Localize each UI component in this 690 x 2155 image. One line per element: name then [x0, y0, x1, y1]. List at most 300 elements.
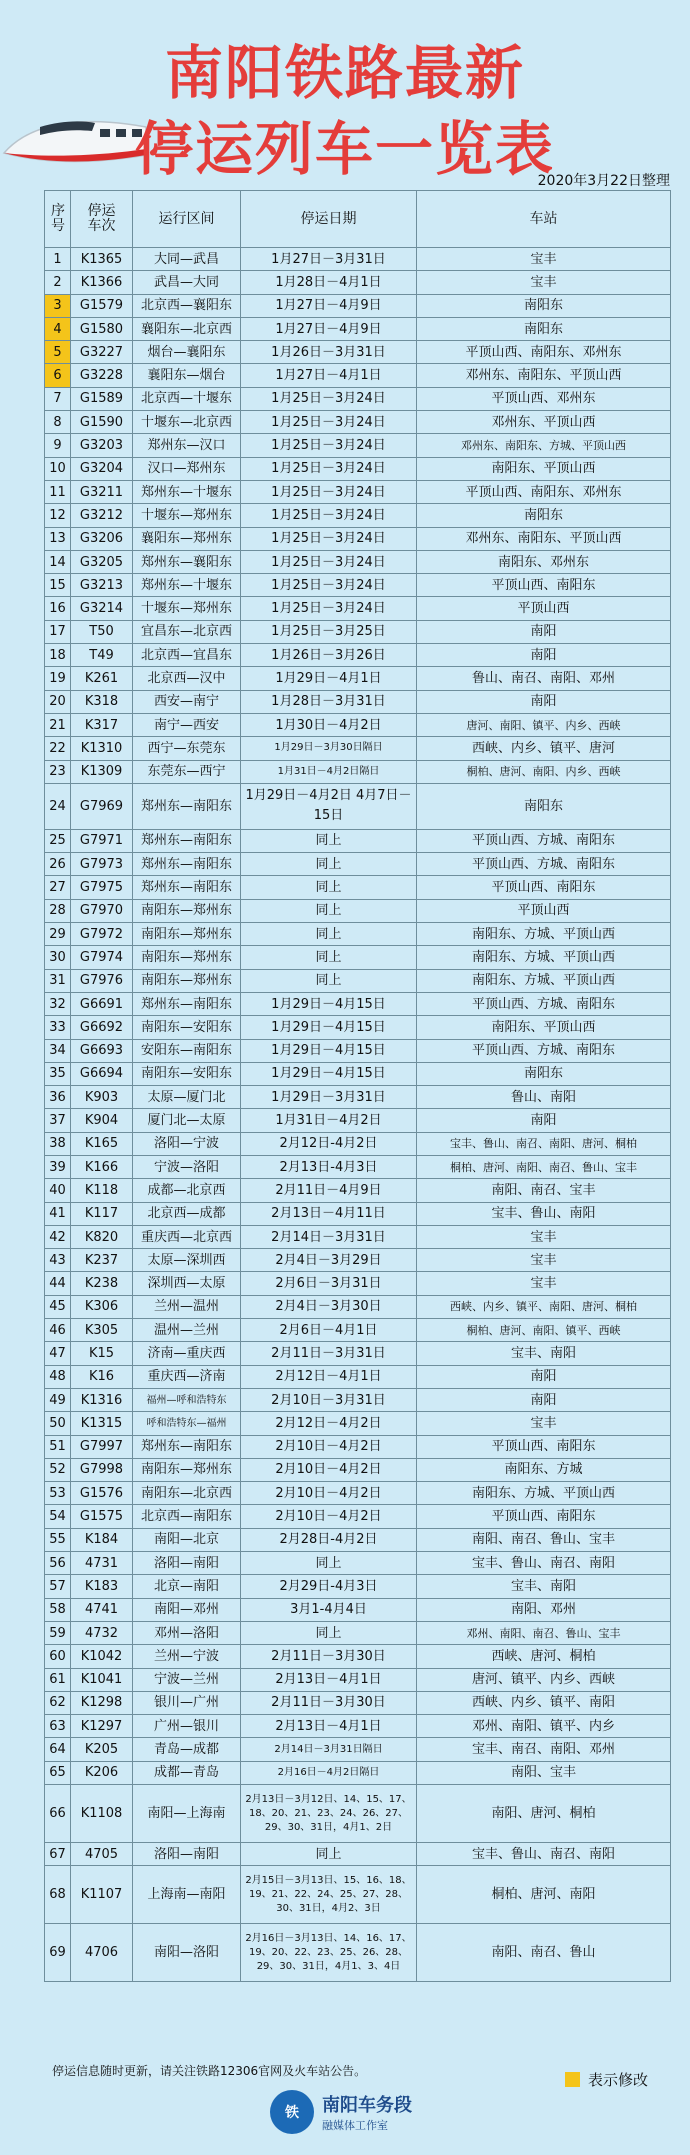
cell-route: 西宁—东莞东 — [133, 737, 241, 760]
table-row — [45, 644, 671, 667]
cell-date: 1月30日－4月2日 — [241, 713, 417, 736]
table-row — [45, 946, 671, 969]
table-row — [45, 1249, 671, 1272]
cell-route: 南阳东—安阳东 — [133, 1062, 241, 1085]
cell-station: 南阳东、平顶山西 — [417, 457, 671, 480]
cell-date: 2月6日－3月31日 — [241, 1272, 417, 1295]
cell-route: 呼和浩特东—福州 — [133, 1412, 241, 1435]
table-row — [45, 1016, 671, 1039]
cell-no: 23 — [45, 760, 71, 783]
suspended-trains-table — [44, 190, 671, 1982]
table-row — [45, 341, 671, 364]
table-body — [45, 248, 671, 1982]
table-row — [45, 1843, 671, 1866]
cell-date: 1月26日－3月26日 — [241, 644, 417, 667]
cell-station: 邓州东、南阳东、平顶山西 — [417, 364, 671, 387]
cell-date: 2月14日－3月31日 — [241, 1225, 417, 1248]
table-row — [45, 271, 671, 294]
cell-train: 4731 — [71, 1552, 133, 1575]
cell-station: 宝丰、鲁山、南召、南阳 — [417, 1552, 671, 1575]
cell-station: 南阳东 — [417, 1062, 671, 1085]
cell-train: K1309 — [71, 760, 133, 783]
header-route: 运行区间 — [133, 191, 241, 248]
cell-no: 8 — [45, 411, 71, 434]
cell-no: 58 — [45, 1598, 71, 1621]
cell-route: 兰州—温州 — [133, 1295, 241, 1318]
cell-train: G7976 — [71, 969, 133, 992]
cell-no: 48 — [45, 1365, 71, 1388]
cell-date: 2月12日－4月2日 — [241, 1412, 417, 1435]
cell-train: K820 — [71, 1225, 133, 1248]
cell-station: 宝丰、南阳 — [417, 1575, 671, 1598]
table-row — [45, 574, 671, 597]
cell-station: 宝丰 — [417, 271, 671, 294]
cell-no: 53 — [45, 1482, 71, 1505]
cell-route: 太原—厦门北 — [133, 1086, 241, 1109]
table-row — [45, 1109, 671, 1132]
cell-train: G7972 — [71, 923, 133, 946]
logo-name: 南阳车务段 — [322, 2095, 412, 2116]
cell-station: 南阳、宝丰 — [417, 1761, 671, 1784]
table-row — [45, 1458, 671, 1481]
cell-train: K1042 — [71, 1645, 133, 1668]
cell-route: 福州—呼和浩特东 — [133, 1388, 241, 1411]
cell-route: 上海南—南阳 — [133, 1866, 241, 1924]
table-row — [45, 1691, 671, 1714]
cell-route: 南阳东—北京西 — [133, 1482, 241, 1505]
cell-train: K1041 — [71, 1668, 133, 1691]
cell-no: 69 — [45, 1924, 71, 1982]
cell-route: 郑州东—南阳东 — [133, 992, 241, 1015]
cell-no: 32 — [45, 992, 71, 1015]
cell-date: 2月10日－4月2日 — [241, 1435, 417, 1458]
cell-date: 同上 — [241, 853, 417, 876]
cell-station: 南阳东、平顶山西 — [417, 1016, 671, 1039]
cell-no: 40 — [45, 1179, 71, 1202]
cell-route: 襄阳东—郑州东 — [133, 527, 241, 550]
table-row — [45, 1295, 671, 1318]
cell-route: 北京—南阳 — [133, 1575, 241, 1598]
cell-route: 南阳—北京 — [133, 1528, 241, 1551]
cell-date: 1月29日－4月1日 — [241, 667, 417, 690]
cell-no: 59 — [45, 1621, 71, 1644]
cell-no: 18 — [45, 644, 71, 667]
cell-date: 1月25日－3月24日 — [241, 527, 417, 550]
table-row — [45, 713, 671, 736]
cell-date: 1月25日－3月24日 — [241, 550, 417, 573]
cell-route: 重庆西—济南 — [133, 1365, 241, 1388]
cell-train: G3211 — [71, 480, 133, 503]
cell-date: 1月25日－3月24日 — [241, 411, 417, 434]
cell-date: 1月25日－3月24日 — [241, 574, 417, 597]
cell-train: K238 — [71, 1272, 133, 1295]
cell-station: 西峡、内乡、镇平、唐河 — [417, 737, 671, 760]
table-row — [45, 1866, 671, 1924]
cell-date: 1月28日－3月31日 — [241, 690, 417, 713]
railway-logo-icon: 铁 — [270, 2090, 314, 2134]
cell-date: 2月4日－3月30日 — [241, 1295, 417, 1318]
cell-train: G6693 — [71, 1039, 133, 1062]
header — [0, 0, 690, 190]
table-header-row — [45, 191, 671, 248]
compile-date: 2020年3月22日整理 — [537, 173, 670, 189]
table-row — [45, 899, 671, 922]
cell-station: 宝丰 — [417, 1272, 671, 1295]
cell-station: 西峡、唐河、桐柏 — [417, 1645, 671, 1668]
table-row — [45, 690, 671, 713]
table-row — [45, 597, 671, 620]
cell-station: 桐柏、唐河、南阳 — [417, 1866, 671, 1924]
table-row — [45, 1388, 671, 1411]
cell-train: G3205 — [71, 550, 133, 573]
cell-date: 同上 — [241, 969, 417, 992]
cell-station: 桐柏、唐河、南阳、内乡、西峡 — [417, 760, 671, 783]
cell-station: 宝丰、南召、南阳、邓州 — [417, 1738, 671, 1761]
cell-station: 南阳、南召、宝丰 — [417, 1179, 671, 1202]
table-row — [45, 248, 671, 271]
table-row — [45, 1668, 671, 1691]
cell-date: 1月25日－3月25日 — [241, 620, 417, 643]
cell-date: 3月1-4月4日 — [241, 1598, 417, 1621]
table-row — [45, 294, 671, 317]
cell-station: 南阳、邓州 — [417, 1598, 671, 1621]
cell-station: 平顶山西 — [417, 597, 671, 620]
table-row — [45, 1155, 671, 1178]
cell-route: 洛阳—南阳 — [133, 1843, 241, 1866]
cell-date: 同上 — [241, 876, 417, 899]
cell-station: 宝丰、鲁山、南阳 — [417, 1202, 671, 1225]
cell-train: G1576 — [71, 1482, 133, 1505]
table-row — [45, 1225, 671, 1248]
header-station: 车站 — [417, 191, 671, 248]
table-row — [45, 1575, 671, 1598]
cell-station: 南阳东、方城、平顶山西 — [417, 923, 671, 946]
table-row — [45, 1365, 671, 1388]
cell-train: G3203 — [71, 434, 133, 457]
cell-route: 南阳东—郑州东 — [133, 899, 241, 922]
cell-route: 北京西—成都 — [133, 1202, 241, 1225]
cell-station: 宝丰 — [417, 248, 671, 271]
cell-date: 1月27日－4月9日 — [241, 317, 417, 340]
cell-date: 2月12日－4月1日 — [241, 1365, 417, 1388]
cell-no: 7 — [45, 387, 71, 410]
cell-route: 兰州—宁波 — [133, 1645, 241, 1668]
cell-no: 4 — [45, 317, 71, 340]
cell-route: 十堰东—郑州东 — [133, 504, 241, 527]
cell-no: 47 — [45, 1342, 71, 1365]
cell-date: 2月16日－4月2日隔日 — [241, 1761, 417, 1784]
cell-no: 19 — [45, 667, 71, 690]
cell-no: 46 — [45, 1319, 71, 1342]
cell-station: 南阳东、邓州东 — [417, 550, 671, 573]
cell-date: 2月16日－3月13日、14、16、17、19、20、22、23、25、26、28、29、30、31日，4月1、3、4日 — [241, 1924, 417, 1982]
table-row — [45, 760, 671, 783]
cell-train: K1297 — [71, 1715, 133, 1738]
cell-station: 南阳东 — [417, 294, 671, 317]
cell-date: 1月29日－4月15日 — [241, 1039, 417, 1062]
cell-station: 宝丰、鲁山、南召、南阳、唐河、桐柏 — [417, 1132, 671, 1155]
cell-route: 南宁—西安 — [133, 713, 241, 736]
table-row — [45, 1785, 671, 1843]
cell-no: 30 — [45, 946, 71, 969]
cell-train: K1108 — [71, 1785, 133, 1843]
cell-train: K1316 — [71, 1388, 133, 1411]
cell-route: 成都—北京西 — [133, 1179, 241, 1202]
table-row — [45, 737, 671, 760]
cell-route: 郑州东—南阳东 — [133, 829, 241, 852]
cell-route: 武昌—大同 — [133, 271, 241, 294]
cell-route: 成都—青岛 — [133, 1761, 241, 1784]
cell-no: 3 — [45, 294, 71, 317]
cell-train: K306 — [71, 1295, 133, 1318]
cell-no: 10 — [45, 457, 71, 480]
cell-no: 29 — [45, 923, 71, 946]
cell-station: 西峡、内乡、镇平、南阳 — [417, 1691, 671, 1714]
cell-date: 2月6日－4月1日 — [241, 1319, 417, 1342]
cell-no: 42 — [45, 1225, 71, 1248]
cell-date: 同上 — [241, 1621, 417, 1644]
cell-date: 1月29日－3月30日隔日 — [241, 737, 417, 760]
table-row — [45, 1086, 671, 1109]
cell-route: 郑州东—南阳东 — [133, 783, 241, 829]
cell-train: K305 — [71, 1319, 133, 1342]
cell-date: 1月27日－4月1日 — [241, 364, 417, 387]
table-row — [45, 504, 671, 527]
cell-no: 62 — [45, 1691, 71, 1714]
cell-no: 27 — [45, 876, 71, 899]
table-row — [45, 317, 671, 340]
cell-date: 2月10日－4月2日 — [241, 1458, 417, 1481]
cell-no: 22 — [45, 737, 71, 760]
table-row — [45, 923, 671, 946]
cell-date: 1月29日－4月15日 — [241, 992, 417, 1015]
cell-route: 南阳—上海南 — [133, 1785, 241, 1843]
cell-station: 平顶山西、南阳东、邓州东 — [417, 480, 671, 503]
cell-station: 平顶山西、邓州东 — [417, 387, 671, 410]
cell-train: G3206 — [71, 527, 133, 550]
cell-route: 烟台—襄阳东 — [133, 341, 241, 364]
cell-date: 2月11日－4月9日 — [241, 1179, 417, 1202]
table-row — [45, 411, 671, 434]
cell-train: K1315 — [71, 1412, 133, 1435]
cell-station: 唐河、南阳、镇平、内乡、西峡 — [417, 713, 671, 736]
cell-train: K16 — [71, 1365, 133, 1388]
cell-route: 宁波—兰州 — [133, 1668, 241, 1691]
cell-train: K166 — [71, 1155, 133, 1178]
cell-station: 桐柏、唐河、南阳、南召、鲁山、宝丰 — [417, 1155, 671, 1178]
cell-no: 33 — [45, 1016, 71, 1039]
cell-no: 17 — [45, 620, 71, 643]
cell-station: 邓州、南阳、镇平、内乡 — [417, 1715, 671, 1738]
cell-date: 2月4日－3月29日 — [241, 1249, 417, 1272]
cell-date: 1月29日－4月2日 4月7日－15日 — [241, 783, 417, 829]
cell-station: 南阳、唐河、桐柏 — [417, 1785, 671, 1843]
cell-no: 54 — [45, 1505, 71, 1528]
cell-train: K903 — [71, 1086, 133, 1109]
cell-date: 2月14日－3月31日隔日 — [241, 1738, 417, 1761]
cell-no: 39 — [45, 1155, 71, 1178]
cell-date: 1月25日－3月24日 — [241, 480, 417, 503]
cell-station: 宝丰 — [417, 1225, 671, 1248]
table-row — [45, 876, 671, 899]
cell-station: 平顶山西、南阳东 — [417, 1505, 671, 1528]
cell-route: 北京西—汉中 — [133, 667, 241, 690]
cell-train: K205 — [71, 1738, 133, 1761]
cell-train: K317 — [71, 713, 133, 736]
cell-train: K206 — [71, 1761, 133, 1784]
cell-no: 41 — [45, 1202, 71, 1225]
cell-date: 同上 — [241, 923, 417, 946]
cell-date: 2月10日－4月2日 — [241, 1482, 417, 1505]
cell-train: 4732 — [71, 1621, 133, 1644]
cell-train: G1580 — [71, 317, 133, 340]
cell-date: 同上 — [241, 946, 417, 969]
table-row — [45, 1132, 671, 1155]
cell-station: 邓州、南阳、南召、鲁山、宝丰 — [417, 1621, 671, 1644]
table-row — [45, 1412, 671, 1435]
cell-route: 济南—重庆西 — [133, 1342, 241, 1365]
cell-route: 郑州东—汉口 — [133, 434, 241, 457]
cell-no: 44 — [45, 1272, 71, 1295]
table-row — [45, 1179, 671, 1202]
cell-date: 1月25日－3月24日 — [241, 597, 417, 620]
table-row — [45, 1342, 671, 1365]
cell-no: 56 — [45, 1552, 71, 1575]
cell-station: 南阳 — [417, 644, 671, 667]
cell-no: 11 — [45, 480, 71, 503]
table-row — [45, 1062, 671, 1085]
cell-date: 同上 — [241, 1843, 417, 1866]
cell-route: 郑州东—十堰东 — [133, 574, 241, 597]
cell-no: 21 — [45, 713, 71, 736]
table-row — [45, 1435, 671, 1458]
cell-station: 宝丰、鲁山、南召、南阳 — [417, 1843, 671, 1866]
cell-date: 1月25日－3月24日 — [241, 504, 417, 527]
cell-station: 南阳东、方城、平顶山西 — [417, 969, 671, 992]
cell-station: 平顶山西、南阳东 — [417, 574, 671, 597]
cell-train: G7971 — [71, 829, 133, 852]
cell-route: 洛阳—南阳 — [133, 1552, 241, 1575]
cell-date: 1月25日－3月24日 — [241, 457, 417, 480]
cell-no: 24 — [45, 783, 71, 829]
cell-train: G6691 — [71, 992, 133, 1015]
cell-route: 厦门北—太原 — [133, 1109, 241, 1132]
cell-train: G3213 — [71, 574, 133, 597]
table-row — [45, 1761, 671, 1784]
cell-no: 2 — [45, 271, 71, 294]
cell-train: K261 — [71, 667, 133, 690]
table-row — [45, 1202, 671, 1225]
cell-no: 55 — [45, 1528, 71, 1551]
cell-no: 61 — [45, 1668, 71, 1691]
table-row — [45, 1505, 671, 1528]
cell-station: 唐河、镇平、内乡、西峡 — [417, 1668, 671, 1691]
cell-train: G3228 — [71, 364, 133, 387]
cell-date: 1月27日－3月31日 — [241, 248, 417, 271]
cell-route: 汉口—郑州东 — [133, 457, 241, 480]
cell-train: 4705 — [71, 1843, 133, 1866]
cell-route: 银川—广州 — [133, 1691, 241, 1714]
cell-date: 1月27日－4月9日 — [241, 294, 417, 317]
cell-train: K1366 — [71, 271, 133, 294]
table-row — [45, 1738, 671, 1761]
cell-route: 襄阳东—烟台 — [133, 364, 241, 387]
cell-station: 邓州东、南阳东、平顶山西 — [417, 527, 671, 550]
cell-route: 青岛—成都 — [133, 1738, 241, 1761]
cell-date: 2月12日-4月2日 — [241, 1132, 417, 1155]
cell-date: 1月29日－4月15日 — [241, 1016, 417, 1039]
cell-no: 5 — [45, 341, 71, 364]
cell-route: 大同—武昌 — [133, 248, 241, 271]
cell-train: G3227 — [71, 341, 133, 364]
cell-date: 1月31日－4月2日隔日 — [241, 760, 417, 783]
cell-no: 64 — [45, 1738, 71, 1761]
cell-no: 66 — [45, 1785, 71, 1843]
cell-route: 邓州—洛阳 — [133, 1621, 241, 1644]
cell-route: 深圳西—太原 — [133, 1272, 241, 1295]
cell-no: 1 — [45, 248, 71, 271]
cell-no: 25 — [45, 829, 71, 852]
cell-station: 桐柏、唐河、南阳、镇平、西峡 — [417, 1319, 671, 1342]
cell-station: 平顶山西、南阳东 — [417, 1435, 671, 1458]
cell-station: 南阳东 — [417, 504, 671, 527]
cell-station: 平顶山西、方城、南阳东 — [417, 992, 671, 1015]
cell-no: 14 — [45, 550, 71, 573]
table-row — [45, 1715, 671, 1738]
header-date: 停运日期 — [241, 191, 417, 248]
cell-train: G1579 — [71, 294, 133, 317]
table-row — [45, 969, 671, 992]
cell-route: 郑州东—十堰东 — [133, 480, 241, 503]
table-row — [45, 667, 671, 690]
cell-no: 45 — [45, 1295, 71, 1318]
cell-train: K237 — [71, 1249, 133, 1272]
cell-date: 1月29日－4月15日 — [241, 1062, 417, 1085]
cell-train: T49 — [71, 644, 133, 667]
cell-route: 南阳东—郑州东 — [133, 946, 241, 969]
table-row — [45, 480, 671, 503]
cell-route: 南阳—洛阳 — [133, 1924, 241, 1982]
cell-no: 49 — [45, 1388, 71, 1411]
cell-route: 南阳东—郑州东 — [133, 923, 241, 946]
cell-train: K318 — [71, 690, 133, 713]
page-title-line2: 停运列车一览表 — [134, 115, 555, 183]
cell-train: G1590 — [71, 411, 133, 434]
cell-no: 68 — [45, 1866, 71, 1924]
cell-train: K15 — [71, 1342, 133, 1365]
cell-no: 63 — [45, 1715, 71, 1738]
logo — [270, 2090, 412, 2134]
table-row — [45, 1039, 671, 1062]
table-row — [45, 527, 671, 550]
table-row — [45, 783, 671, 829]
table-row — [45, 1621, 671, 1644]
cell-date: 2月13日－4月1日 — [241, 1668, 417, 1691]
cell-no: 50 — [45, 1412, 71, 1435]
table-row — [45, 457, 671, 480]
cell-route: 安阳东—南阳东 — [133, 1039, 241, 1062]
cell-train: G3214 — [71, 597, 133, 620]
cell-station: 宝丰 — [417, 1249, 671, 1272]
cell-station: 南阳 — [417, 1388, 671, 1411]
cell-date: 1月29日－3月31日 — [241, 1086, 417, 1109]
cell-route: 襄阳东—北京西 — [133, 317, 241, 340]
footer-note: 停运信息随时更新，请关注铁路12306官网及火车站公告。 — [52, 2064, 367, 2078]
cell-train: 4706 — [71, 1924, 133, 1982]
highlight-swatch — [565, 2072, 580, 2087]
table-row — [45, 434, 671, 457]
cell-train: G1589 — [71, 387, 133, 410]
